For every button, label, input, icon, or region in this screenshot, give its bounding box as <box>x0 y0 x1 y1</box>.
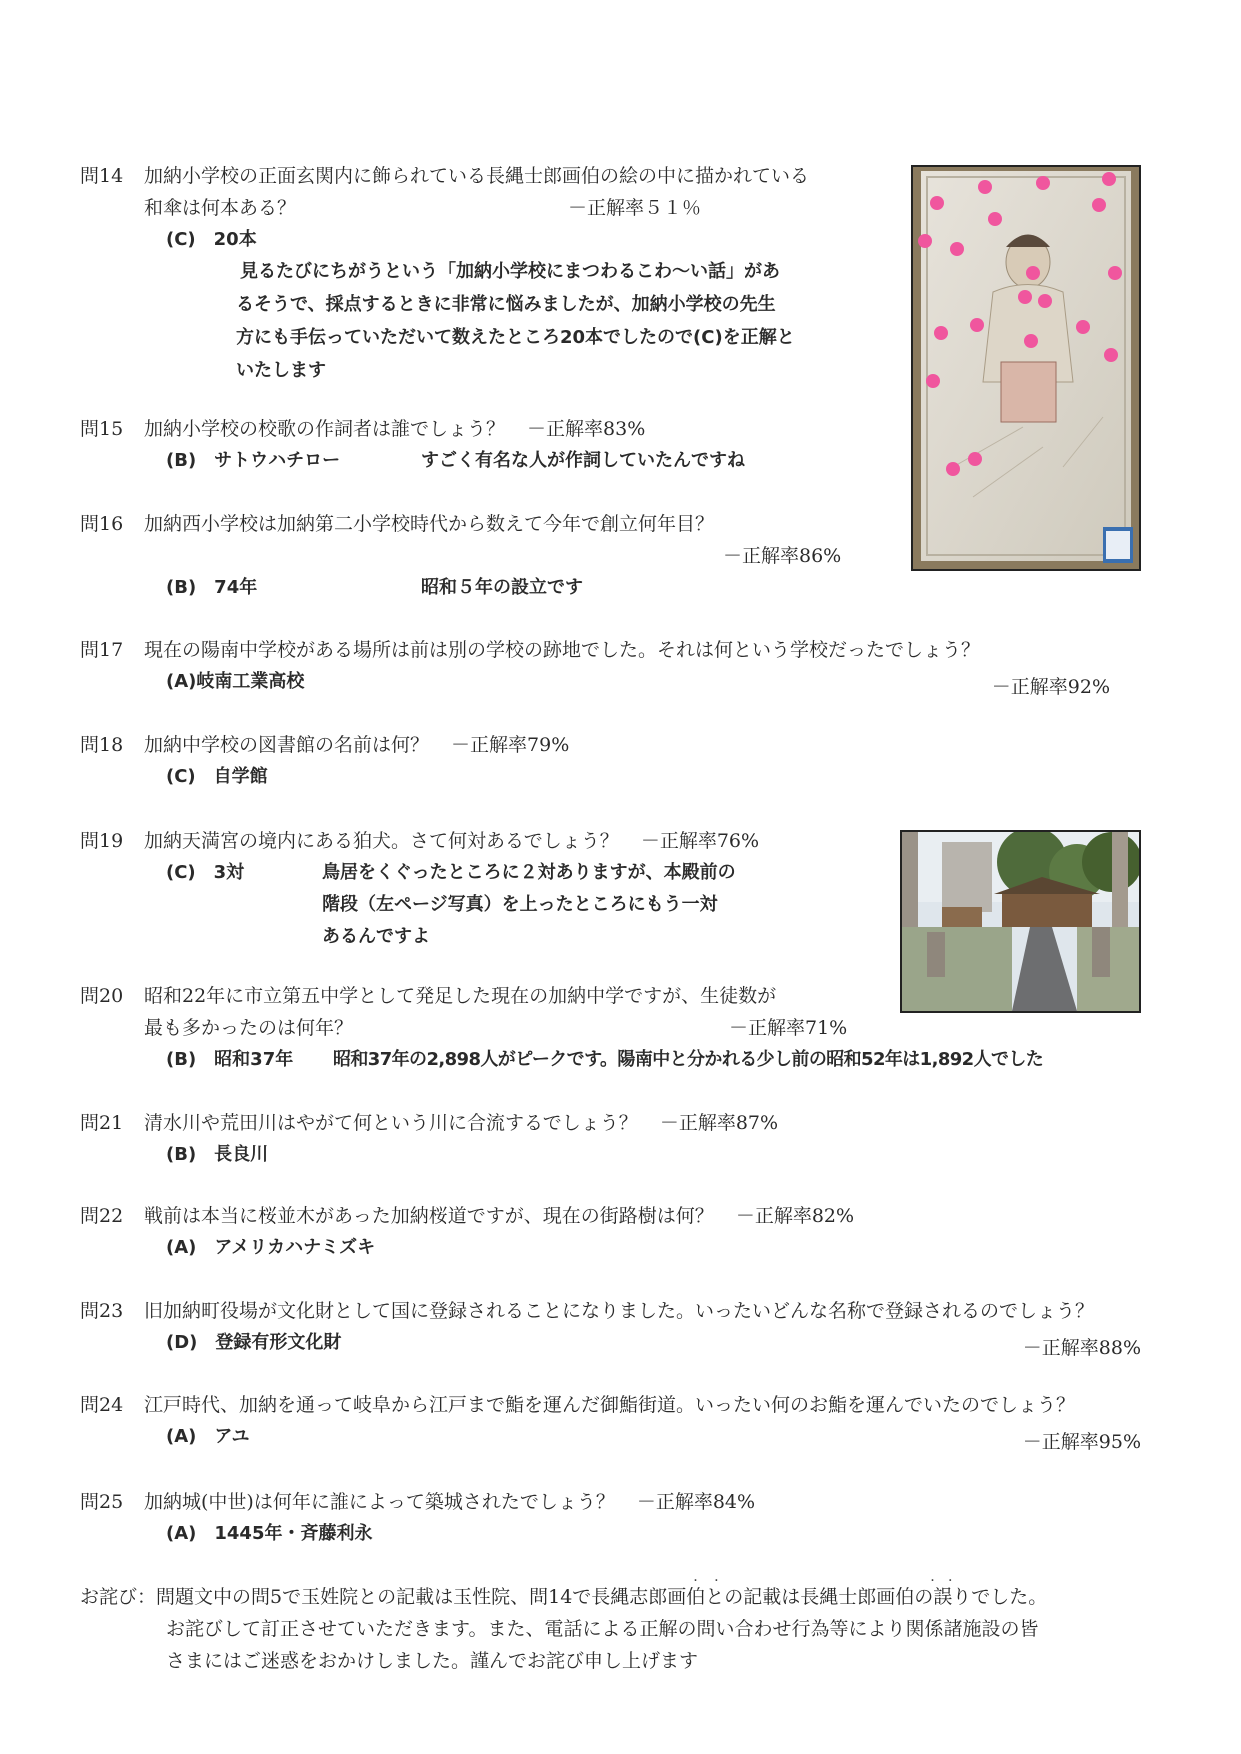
question-20-line1 <box>80 980 776 1012</box>
question-number: 問14 <box>80 165 124 187</box>
emphasis-dots: ･ ･ <box>693 1576 719 1587</box>
answer-rate: －正解率88% <box>1022 1337 1141 1359</box>
question-number: 問23 <box>80 1300 124 1322</box>
question-text: 戦前は本当に桜並木があった加納桜道ですが、現在の街路樹は何？ <box>144 1205 714 1227</box>
question-number: 問17 <box>80 639 124 661</box>
question-number: 問20 <box>80 985 124 1007</box>
question-text: 加納小学校の正面玄関内に飾られている長縄士郎画伯の絵の中に描かれている <box>144 165 810 187</box>
emphasis-dots: ･ ･ <box>930 1576 953 1587</box>
answer: (A) アユ <box>166 1426 250 1447</box>
question-number: 問16 <box>80 513 124 535</box>
comment-line: いたします <box>236 360 326 381</box>
answer-rate: －正解率84% <box>636 1491 756 1513</box>
question-text: 加納小学校の校歌の作詞者は誰でしょう？ <box>144 418 506 440</box>
answer-rate: －正解率71% <box>729 1017 848 1039</box>
answer-rate: －正解率82% <box>735 1205 855 1227</box>
question-14-line1 <box>80 160 809 192</box>
answer: (B) 長良川 <box>166 1144 269 1165</box>
apology-line2: お詫びして訂正させていただきます。また、電話による正解の問い合わせ行為等により関係諸施設の皆 <box>166 1618 1039 1640</box>
question-21 <box>80 1107 778 1139</box>
question-number: 問24 <box>80 1394 124 1416</box>
answer: (C) 20本 <box>166 229 257 250</box>
question-16 <box>80 508 714 540</box>
question-number: 問25 <box>80 1491 124 1513</box>
question-text: 清水川や荒田川はやがて何という川に合流するでしょう？ <box>144 1112 638 1134</box>
shrine-image <box>902 832 1139 1011</box>
question-text: 昭和22年に市立第五中学として発足した現在の加納中学ですが、生徒数が <box>144 985 777 1007</box>
question-15 <box>80 413 645 445</box>
painting-image <box>913 167 1139 569</box>
apology-label: お詫び： <box>80 1586 157 1608</box>
answer-rate: －正解率76% <box>640 830 760 852</box>
answer-rate: －正解率92% <box>991 676 1110 698</box>
answer-rate: －正解率87% <box>659 1112 779 1134</box>
question-23 <box>80 1295 1094 1327</box>
answer-rate: －正解率５１％ <box>568 197 702 219</box>
question-text: 加納西小学校は加納第二小学校時代から数えて今年で創立何年目？ <box>144 513 715 535</box>
question-24 <box>80 1389 1075 1421</box>
comment-line: 見るたびにちがうという「加納小学校にまつわるこわ～い話」があ <box>240 261 780 282</box>
answer: (B) 昭和37年 <box>166 1049 294 1070</box>
apology-line1 <box>80 1581 1047 1613</box>
answer: (D) 登録有形文化財 <box>166 1332 342 1353</box>
answer: (A) アメリカハナミズキ <box>166 1237 376 1258</box>
question-number: 問22 <box>80 1205 124 1227</box>
question-text: 和傘は何本ある？ <box>144 197 297 219</box>
apology-line3: さまにはご迷惑をおかけしました。謹んでお詫び申し上げます <box>166 1650 699 1672</box>
answer-rate: －正解率86% <box>723 545 842 567</box>
comment-line: るそうで、採点するときに非常に悩みましたが、加納小学校の先生 <box>236 294 776 315</box>
question-18 <box>80 729 569 761</box>
question-25 <box>80 1486 755 1518</box>
question-text: 江戸時代、加納を通って岐阜から江戸まで鮨を運んだ御鮨街道。いったい何のお鮨を運んでいたのでしょう？ <box>144 1394 1076 1416</box>
painting-photo <box>911 165 1141 571</box>
comment: 昭和37年の2,898人がピークです。陽南中と分かれる少し前の昭和52年は1,892人でした <box>333 1049 1044 1070</box>
question-text: 加納城(中世)は何年に誰によって築城されたでしょう？ <box>144 1491 615 1513</box>
question-number: 問21 <box>80 1112 124 1134</box>
question-text: 加納天満宮の境内にある狛犬。さて何対あるでしょう？ <box>144 830 619 852</box>
answer-rate: －正解率83% <box>527 418 646 440</box>
comment: 昭和５年の設立です <box>421 577 583 598</box>
comment-line: 方にも手伝っていただいて数えたところ20本でしたので(C)を正解と <box>236 327 795 348</box>
apology-text: 問題文中の問5で玉姓院との記載は玉性院、問14で長縄志郎画伯との記載は長縄士郎画伯の誤りでした。 <box>156 1586 1048 1608</box>
answer: (A)岐南工業高校 <box>166 671 305 692</box>
question-text: 現在の陽南中学校がある場所は前は別の学校の跡地でした。それは何という学校だったでしょう？ <box>144 639 981 661</box>
question-22 <box>80 1200 854 1232</box>
answer-rate: －正解率79% <box>451 734 570 756</box>
question-20-line2 <box>144 1012 353 1044</box>
question-text: 旧加納町役場が文化財として国に登録されることになりました。いったいどんな名称で登録されるのでしょう？ <box>144 1300 1095 1322</box>
answer: (B) サトウハチロー <box>166 450 341 471</box>
question-number: 問19 <box>80 830 124 852</box>
answer: (C) 自学館 <box>166 766 268 787</box>
comment-line: あるんですよ <box>322 926 430 947</box>
comment-line: 鳥居をくぐったところに２対ありますが、本殿前の <box>322 862 736 883</box>
answer: (B) 74年 <box>166 577 258 598</box>
question-number: 問18 <box>80 734 124 756</box>
question-text: 最も多かったのは何年？ <box>144 1017 354 1039</box>
question-number: 問15 <box>80 418 124 440</box>
question-text: 加納中学校の図書館の名前は何？ <box>144 734 430 756</box>
shrine-photo <box>900 830 1141 1013</box>
comment-line: 階段（左ページ写真）を上ったところにもう一対 <box>322 894 718 915</box>
question-17 <box>80 634 980 666</box>
answer: (C) 3対 <box>166 862 245 883</box>
answer-rate: －正解率95% <box>1022 1431 1141 1453</box>
question-19 <box>80 825 759 857</box>
question-14-line2 <box>144 192 296 224</box>
comment: すごく有名な人が作詞していたんですね <box>421 450 745 471</box>
answer: (A) 1445年・斉藤利永 <box>166 1523 373 1544</box>
